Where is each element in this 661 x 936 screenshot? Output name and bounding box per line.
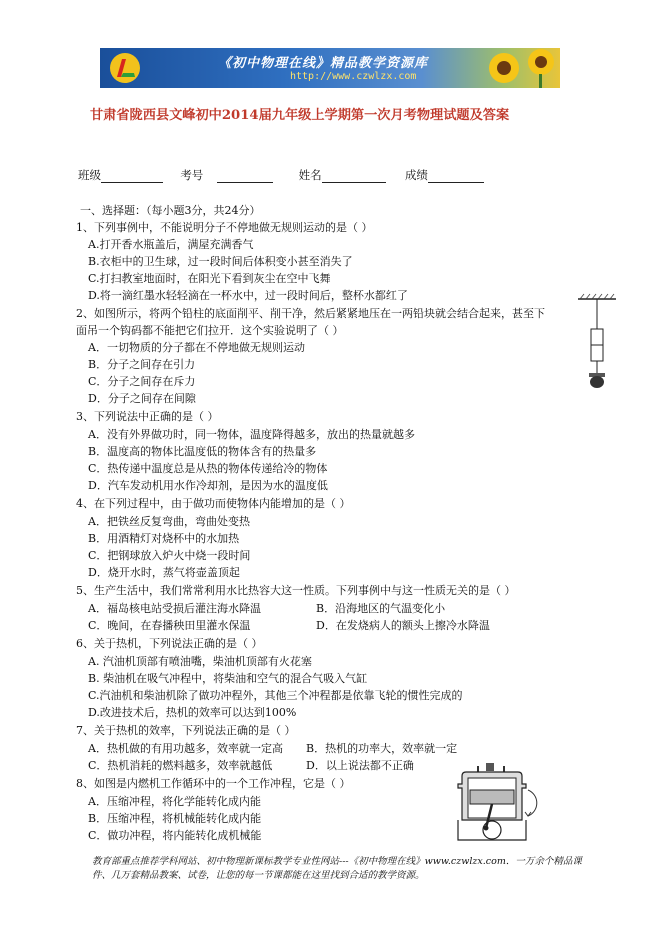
question-7: 7、关于热机的效率，下列说法正确的是（ ） [76, 724, 296, 737]
student-info-row [78, 167, 484, 183]
question-8: 8、如图是内燃机工作循环中的一个工作冲程，它是（ ） [76, 777, 351, 790]
option-2b: B．分子之间存在引力 [88, 358, 196, 371]
header-banner [100, 48, 560, 88]
score-label: 成绩 [404, 168, 428, 182]
option-4c: C．把钢球放入炉火中烧一段时间 [88, 549, 251, 562]
option-2c: C．分子之间存在斥力 [88, 375, 196, 388]
option-3a: A．没有外界做功时，同一物体，温度降得越多，放出的热量就越多 [88, 428, 415, 441]
name-blank[interactable] [322, 170, 386, 183]
option-3b: B．温度高的物体比温度低的物体含有的热量多 [88, 445, 317, 458]
option-8b: B．压缩冲程，将机械能转化成内能 [88, 812, 262, 825]
option-1a: A.打开香水瓶盖后，满屋充满香气 [88, 238, 254, 251]
option-8c: C．做功冲程，将内能转化成机械能 [88, 829, 262, 842]
option-6c: C.汽油机和柴油机除了做功冲程外，其他三个冲程都是依靠飞轮的惯性完成的 [88, 689, 463, 702]
score-blank[interactable] [428, 170, 484, 183]
logo-icon [108, 51, 142, 85]
name-label: 姓名 [298, 168, 322, 182]
sunflower-icon [522, 48, 560, 88]
option-1d: D.将一滴红墨水轻轻滴在一杯水中，过一段时间后，整杯水都红了 [88, 289, 408, 302]
option-6d: D.改进技术后，热机的效率可以达到100% [88, 706, 297, 719]
option-6b: B. 柴油机在吸气冲程中，将柴油和空气的混合气吸入气缸 [88, 672, 368, 685]
option-6a: A. 汽油机顶部有喷油嘴，柴油机顶部有火花塞 [88, 655, 312, 668]
question-4: 4、在下列过程中，由于做功而使物体内能增加的是（ ） [76, 497, 351, 510]
option-5c: C．晚间，在春播秧田里灌水保温 [88, 619, 251, 632]
option-4d: D．烧开水时，蒸气将壶盖顶起 [88, 566, 240, 579]
number-blank[interactable] [217, 170, 273, 183]
option-7a: A．热机做的有用功越多，效率就一定高 [88, 742, 283, 755]
option-2d: D．分子之间存在间隙 [88, 392, 196, 405]
class-blank[interactable] [101, 170, 163, 183]
banner-url[interactable]: http://www.czwlzx.com [290, 71, 417, 82]
option-7b: B．热机的功率大，效率就一定 [306, 742, 458, 755]
engine-cylinder-figure [448, 760, 546, 846]
section-heading: 一、选择题：（每小题3分，共24分） [80, 204, 261, 217]
question-5: 5、生产生活中，我们常常利用水比热容大这一性质。下列事例中与这一性质无关的是（ ） [76, 584, 516, 597]
question-6: 6、关于热机，下列说法正确的是（ ） [76, 637, 263, 650]
option-5d: D．在发烧病人的额头上擦冷水降温 [316, 619, 490, 632]
option-4b: B．用酒精灯对烧杯中的水加热 [88, 532, 240, 545]
document-title: 甘肃省陇西县文峰初中2014届九年级上学期第一次月考物理试题及答案 [90, 108, 510, 123]
option-7d: D．以上说法都不正确 [306, 759, 414, 772]
question-3: 3、下列说法中正确的是（ ） [76, 410, 219, 423]
option-5b: B．沿海地区的气温变化小 [316, 602, 446, 615]
option-4a: A．把铁丝反复弯曲，弯曲处变热 [88, 515, 250, 528]
option-2a: A．一切物质的分子都在不停地做无规则运动 [88, 341, 305, 354]
banner-title: 《初中物理在线》精品教学资源库 [218, 56, 429, 71]
question-2: 2、如图所示，将两个铅柱的底面削平、削干净，然后紧紧地压在一两铅块就会结合起来，甚至下 [76, 307, 545, 320]
option-7c: C．热机消耗的燃料越多，效率就越低 [88, 759, 273, 772]
option-1b: B.衣柜中的卫生球，过一段时间后体积变小甚至消失了 [88, 255, 353, 268]
option-8a: A．压缩冲程，将化学能转化成内能 [88, 795, 261, 808]
option-1c: C.打扫教室地面时，在阳光下看到灰尘在空中飞舞 [88, 272, 331, 285]
question-1: 1、下列事例中，不能说明分子不停地做无规则运动的是（ ） [76, 221, 373, 234]
footer-note: 教育部重点推荐学科网站、初中物理新课标教学专业性网站---《初中物理在线》www.czwlzx.com．一万余个精品课件、几万套精品教案、试卷，让您的每一节课都能在这里找到合适的教学资源。 [92, 856, 582, 881]
sunflower-icon [485, 48, 523, 88]
option-3d: D．汽车发动机用水作冷却剂，是因为水的温度低 [88, 479, 328, 492]
option-5a: A．福岛核电站受损后灌注海水降温 [88, 602, 261, 615]
number-label: 考号 [180, 168, 204, 182]
question-2-cont: 面吊一个钩码都不能把它们拉开．这个实验说明了（ ） [76, 324, 344, 337]
option-3c: C．热传递中温度总是从热的物体传递给冷的物体 [88, 462, 328, 475]
class-label: 班级 [78, 168, 101, 182]
lead-cylinder-figure [576, 293, 618, 395]
